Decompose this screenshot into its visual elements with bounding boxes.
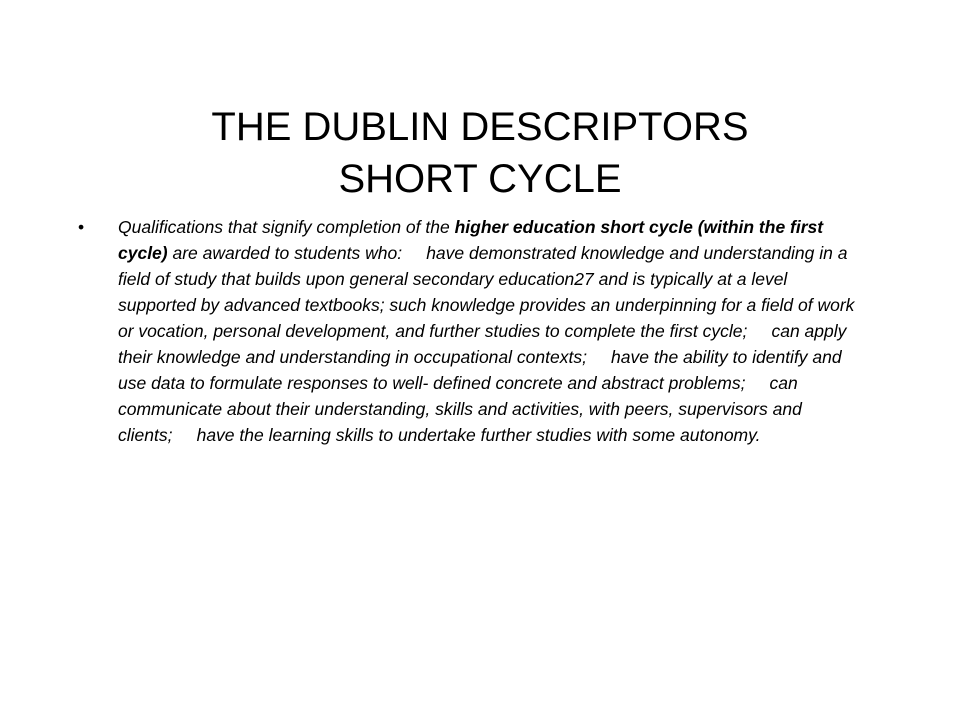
title-line-2: SHORT CYCLE (338, 156, 622, 201)
title-line-1: THE DUBLIN DESCRIPTORS (211, 104, 749, 149)
body-text-lead: are awarded to students who: (167, 243, 407, 263)
list-item (70, 214, 860, 448)
body-text-bold: higher education short cycle (within the first cycle) (118, 217, 824, 263)
body-text-intro: Qualifications that signify completion of the (118, 217, 455, 237)
descriptor-communication: can communicate about their understanding, skills and activities, with peers, supervisors and clients; (118, 373, 802, 445)
descriptor-judgement: have the ability to identify and use data to formulate responses to well- defined concrete and abstract problems; (118, 347, 842, 393)
descriptor-learning-skills: have the learning skills to undertake further studies with some autonomy. (191, 425, 761, 445)
slide-title (0, 101, 960, 205)
body-list (70, 214, 860, 448)
descriptor-knowledge: have demonstrated knowledge and understanding in a field of study that builds upon general secondary education27 and is typically at a level supported by advanced textbooks; such knowledge provides an underpinning for a field of work or vocation, personal development, and further studies to complete the first cycle; (118, 243, 855, 341)
descriptor-application: can apply their knowledge and understanding in occupational contexts; (118, 321, 847, 367)
bullet-icon: • (78, 217, 85, 237)
